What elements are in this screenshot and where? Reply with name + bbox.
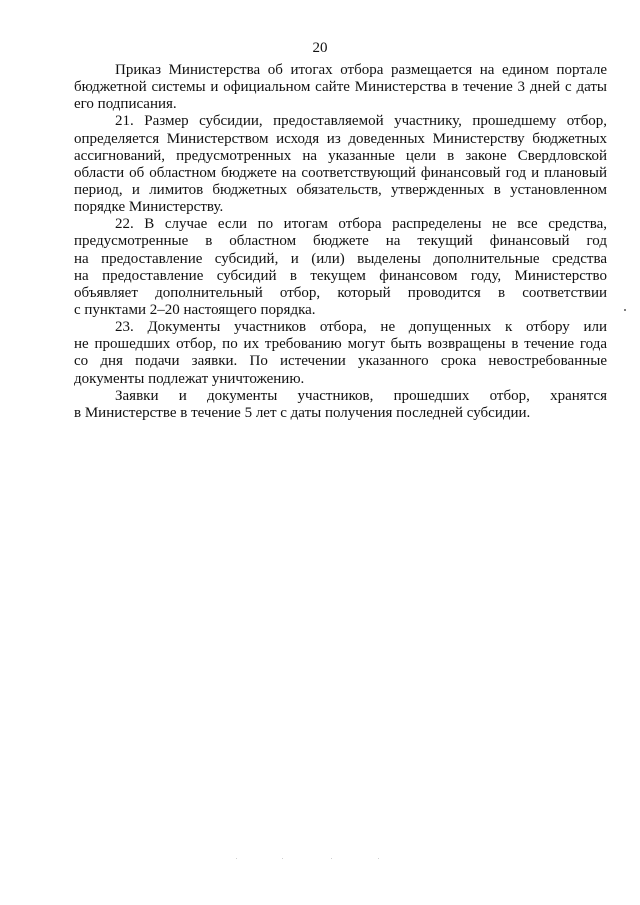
text-line: бюджетной системы и официальном сайте Министерства в течение 3 дней с даты <box>74 79 607 96</box>
text-line: его подписания. <box>74 96 177 113</box>
paragraph-5 <box>74 388 607 422</box>
text-line: Приказ Министерства об итогах отбора размещается на едином портале <box>115 62 607 78</box>
text-line: ассигнований, предусмотренных на указанные цели в законе Свердловской <box>74 147 607 164</box>
scan-artifact-dots <box>230 858 390 860</box>
text-line: в Министерстве в течение 5 лет с даты получения последней субсидии. <box>74 404 531 421</box>
text-line: объявляет дополнительный отбор, который проводится в соответствии <box>74 284 607 301</box>
text-line: с пунктами 2–20 настоящего порядка. <box>74 301 316 318</box>
scan-speck <box>624 309 626 311</box>
text-line: 21. Размер субсидии, предоставляемой участнику, прошедшему отбор, <box>115 113 607 130</box>
paragraph-3 <box>74 216 607 319</box>
paragraph-1 <box>74 62 607 113</box>
text-line: документы подлежат уничтожению. <box>74 370 305 387</box>
text-line: на предоставление субсидий, и (или) выделены дополнительные средства <box>74 250 607 267</box>
text-line: области об областном бюджете на соответствующий финансовый год и плановый <box>74 164 607 181</box>
text-line: Заявки и документы участников, прошедших отбор, хранятся <box>115 387 607 404</box>
text-line: на предоставление субсидий в текущем финансовом году, Министерство <box>74 267 607 284</box>
text-line: не прошедших отбор, по их требованию могут быть возвращены в течение года <box>74 336 607 353</box>
text-line: порядке Министерству. <box>74 199 224 216</box>
text-line: 22. В случае если по итогам отбора распределены не все средства, <box>115 216 607 233</box>
text-line: 23. Документы участников отбора, не допущенных к отбору или <box>115 319 607 336</box>
text-line: предусмотренные в областном бюджете на текущий финансовый год <box>74 233 607 250</box>
paragraph-2 <box>74 113 607 216</box>
text-line: со дня подачи заявки. По истечении указанного срока невостребованные <box>74 353 607 370</box>
paragraph-4 <box>74 319 607 388</box>
page-number: 20 <box>312 40 328 56</box>
text-line: определяется Министерством исходя из доведенных Министерству бюджетных <box>74 130 607 147</box>
document-body <box>74 62 607 422</box>
text-line: период, и лимитов бюджетных обязательств, утвержденных в установленном <box>74 181 607 198</box>
